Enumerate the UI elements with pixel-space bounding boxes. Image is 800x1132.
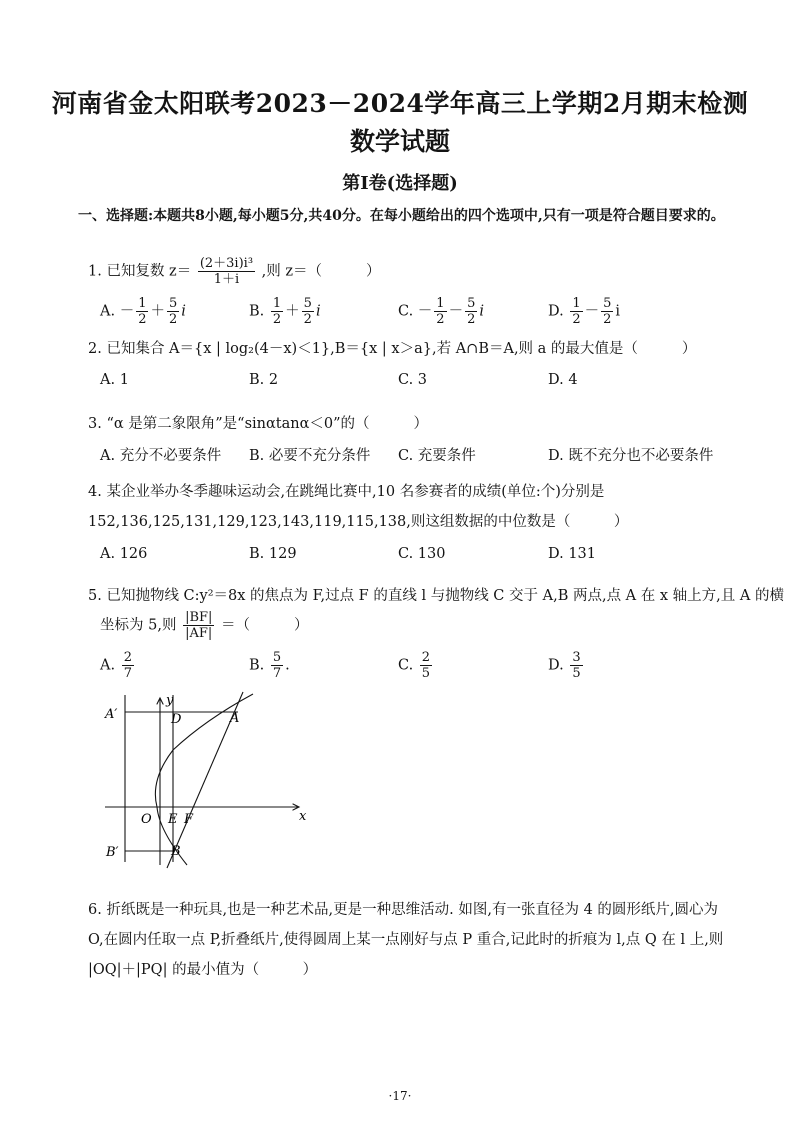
exam-subtitle: 数学试题 <box>349 127 450 156</box>
frac-den: 2 <box>138 312 147 327</box>
q5-fraction <box>183 610 214 641</box>
frac-den: 2 <box>603 312 612 327</box>
label-a: A <box>230 711 240 726</box>
option-label: B. <box>249 657 269 674</box>
frac-den: 5 <box>421 666 431 681</box>
label-d: D <box>171 712 182 727</box>
q2-close: ） <box>681 341 697 357</box>
frac-den: 2 <box>303 312 312 327</box>
option-op: － <box>448 303 464 320</box>
option-tail: . <box>285 657 290 674</box>
option-fraction <box>601 296 613 327</box>
q3-close: ） <box>413 416 429 432</box>
frac-num: 1 <box>572 296 581 311</box>
frac-num: 5 <box>272 650 282 665</box>
q1-fraction <box>198 256 255 287</box>
q5-option-b <box>249 650 290 681</box>
label-b: B <box>171 844 181 859</box>
exam-title: 河南省金太阳联考2023－2024学年高三上学期2月期末检测 <box>51 89 749 118</box>
q5-option-d <box>548 650 585 681</box>
frac-den: 2 <box>436 312 445 327</box>
q1-option-b <box>249 296 321 327</box>
q1-option-c <box>398 296 484 327</box>
frac-num: 1 <box>138 296 147 311</box>
q4-option-a: A. 126 <box>100 546 148 562</box>
parabola-figure <box>95 690 315 870</box>
q4-option-d: D. 131 <box>548 546 597 562</box>
label-f: F <box>184 812 194 827</box>
frac-num: 5 <box>603 296 612 311</box>
q2-option-a: A. 1 <box>100 372 129 388</box>
frac-den: 7 <box>272 666 282 681</box>
q1-frac-den: 1＋i <box>213 272 240 287</box>
q3-option-c: C. 充要条件 <box>398 448 476 464</box>
option-label: D. <box>548 657 569 674</box>
q5-frac-num: |BF| <box>185 610 213 625</box>
frac-num: 2 <box>421 650 431 665</box>
q2-option-b: B. 2 <box>249 372 279 388</box>
q3-text: 3. “α 是第二象限角”是“sinαtanα＜0”的（ <box>88 416 370 432</box>
question-5-line2 <box>100 610 309 641</box>
option-op: ＋ <box>150 303 165 320</box>
option-label: A. － <box>100 303 135 320</box>
q5-prefix: 坐标为 5,则 <box>100 617 177 634</box>
frac-den: 5 <box>572 666 581 681</box>
option-fraction <box>420 650 432 681</box>
frac-den: 2 <box>168 312 178 327</box>
q5-suffix: ＝（ <box>221 617 251 634</box>
frac-den: 2 <box>272 312 282 327</box>
option-fraction <box>167 296 179 327</box>
option-fraction <box>434 296 446 327</box>
label-y: y <box>166 693 174 708</box>
q2-text: 2. 已知集合 A＝{x | log₂(4－x)＜1},B＝{x | x＞a},若 A∩B＝A,则 a 的最大值是（ <box>88 341 638 357</box>
option-fraction <box>570 650 582 681</box>
option-tail: i <box>315 303 321 320</box>
q5-option-c <box>398 650 434 681</box>
q3-option-b: B. 必要不充分条件 <box>249 448 371 464</box>
q1-option-a <box>100 296 186 327</box>
q2-option-d: D. 4 <box>548 372 578 388</box>
label-b-prime: B′ <box>106 845 119 860</box>
label-o: O <box>141 812 152 827</box>
question-1 <box>88 256 381 287</box>
option-tail: i <box>181 303 186 320</box>
q3-option-a: A. 充分不必要条件 <box>100 448 222 464</box>
option-fraction <box>465 296 477 327</box>
option-label: B. <box>249 303 269 320</box>
option-label: C. <box>398 657 418 674</box>
q1-frac-num: (2＋3i)i³ <box>199 256 254 271</box>
q5-frac-den: |AF| <box>185 626 213 641</box>
q4-option-b: B. 129 <box>249 546 297 562</box>
q1-prefix: 1. 已知复数 z＝ <box>88 263 192 280</box>
frac-num: 1 <box>436 296 445 311</box>
q1-close: ） <box>366 263 381 280</box>
frac-num: 5 <box>303 296 312 311</box>
question-2 <box>88 337 696 358</box>
q5-close: ） <box>294 617 309 634</box>
page-number: ·17· <box>388 1089 412 1103</box>
question-4: 4. 某企业举办冬季趣味运动会,在跳绳比赛中,10 名参赛者的成绩(单位:个)分别是 152,136,125,131,129,123,143,119,115,138,则这组数据的中位数是（ ） <box>88 484 629 530</box>
option-tail: i <box>615 303 621 320</box>
option-fraction <box>271 296 283 327</box>
option-op: ＋ <box>285 303 300 320</box>
q1-option-d <box>548 296 620 327</box>
question-6: 6. 折纸既是一种玩具,也是一种艺术品,更是一种思维活动. 如图,有一张直径为 4 的圆形纸片,圆心为 O,在圆内任取一点 P,折叠纸片,使得圆周上某一点刚好与点 P 重合,记此时的折痕为 l,点 Q 在 l 上,则 |OQ|＋|PQ| 的最小值为（ ） <box>88 902 724 978</box>
frac-num: 2 <box>123 650 132 665</box>
option-label: D. <box>548 303 569 320</box>
instructions: 一、选择题:本题共8小题,每小题5分,共40分。在每小题给出的四个选项中,只有一项是符合题目要求的。 <box>78 208 725 224</box>
frac-den: 7 <box>123 666 132 681</box>
q4-option-c: C. 130 <box>398 546 446 562</box>
option-label: C. － <box>398 303 433 320</box>
label-a-prime: A′ <box>105 707 118 722</box>
option-fraction <box>271 650 283 681</box>
option-fraction <box>122 650 134 681</box>
option-fraction <box>570 296 582 327</box>
frac-den: 2 <box>572 312 581 327</box>
option-fraction <box>136 296 148 327</box>
frac-num: 5 <box>168 296 178 311</box>
question-3 <box>88 412 428 433</box>
question-5-line1: 5. 已知抛物线 C:y²＝8x 的焦点为 F,过点 F 的直线 l 与抛物线 C 交于 A,B 两点,点 A 在 x 轴上方,且 A 的横 <box>88 588 784 604</box>
label-e: E <box>168 812 178 827</box>
frac-num: 5 <box>467 296 476 311</box>
section-heading: 第Ⅰ卷(选择题) <box>342 173 458 194</box>
option-fraction <box>302 296 314 327</box>
q1-suffix: ,则 z＝（ <box>261 263 322 280</box>
frac-num: 1 <box>272 296 282 311</box>
option-tail: i <box>479 303 484 320</box>
q5-option-a <box>100 650 136 681</box>
frac-num: 3 <box>572 650 581 665</box>
q3-option-d: D. 既不充分也不必要条件 <box>548 448 714 464</box>
option-label: A. <box>100 657 120 674</box>
q2-option-c: C. 3 <box>398 372 428 388</box>
label-x: x <box>299 809 307 824</box>
option-op: － <box>584 303 600 320</box>
frac-den: 2 <box>467 312 476 327</box>
